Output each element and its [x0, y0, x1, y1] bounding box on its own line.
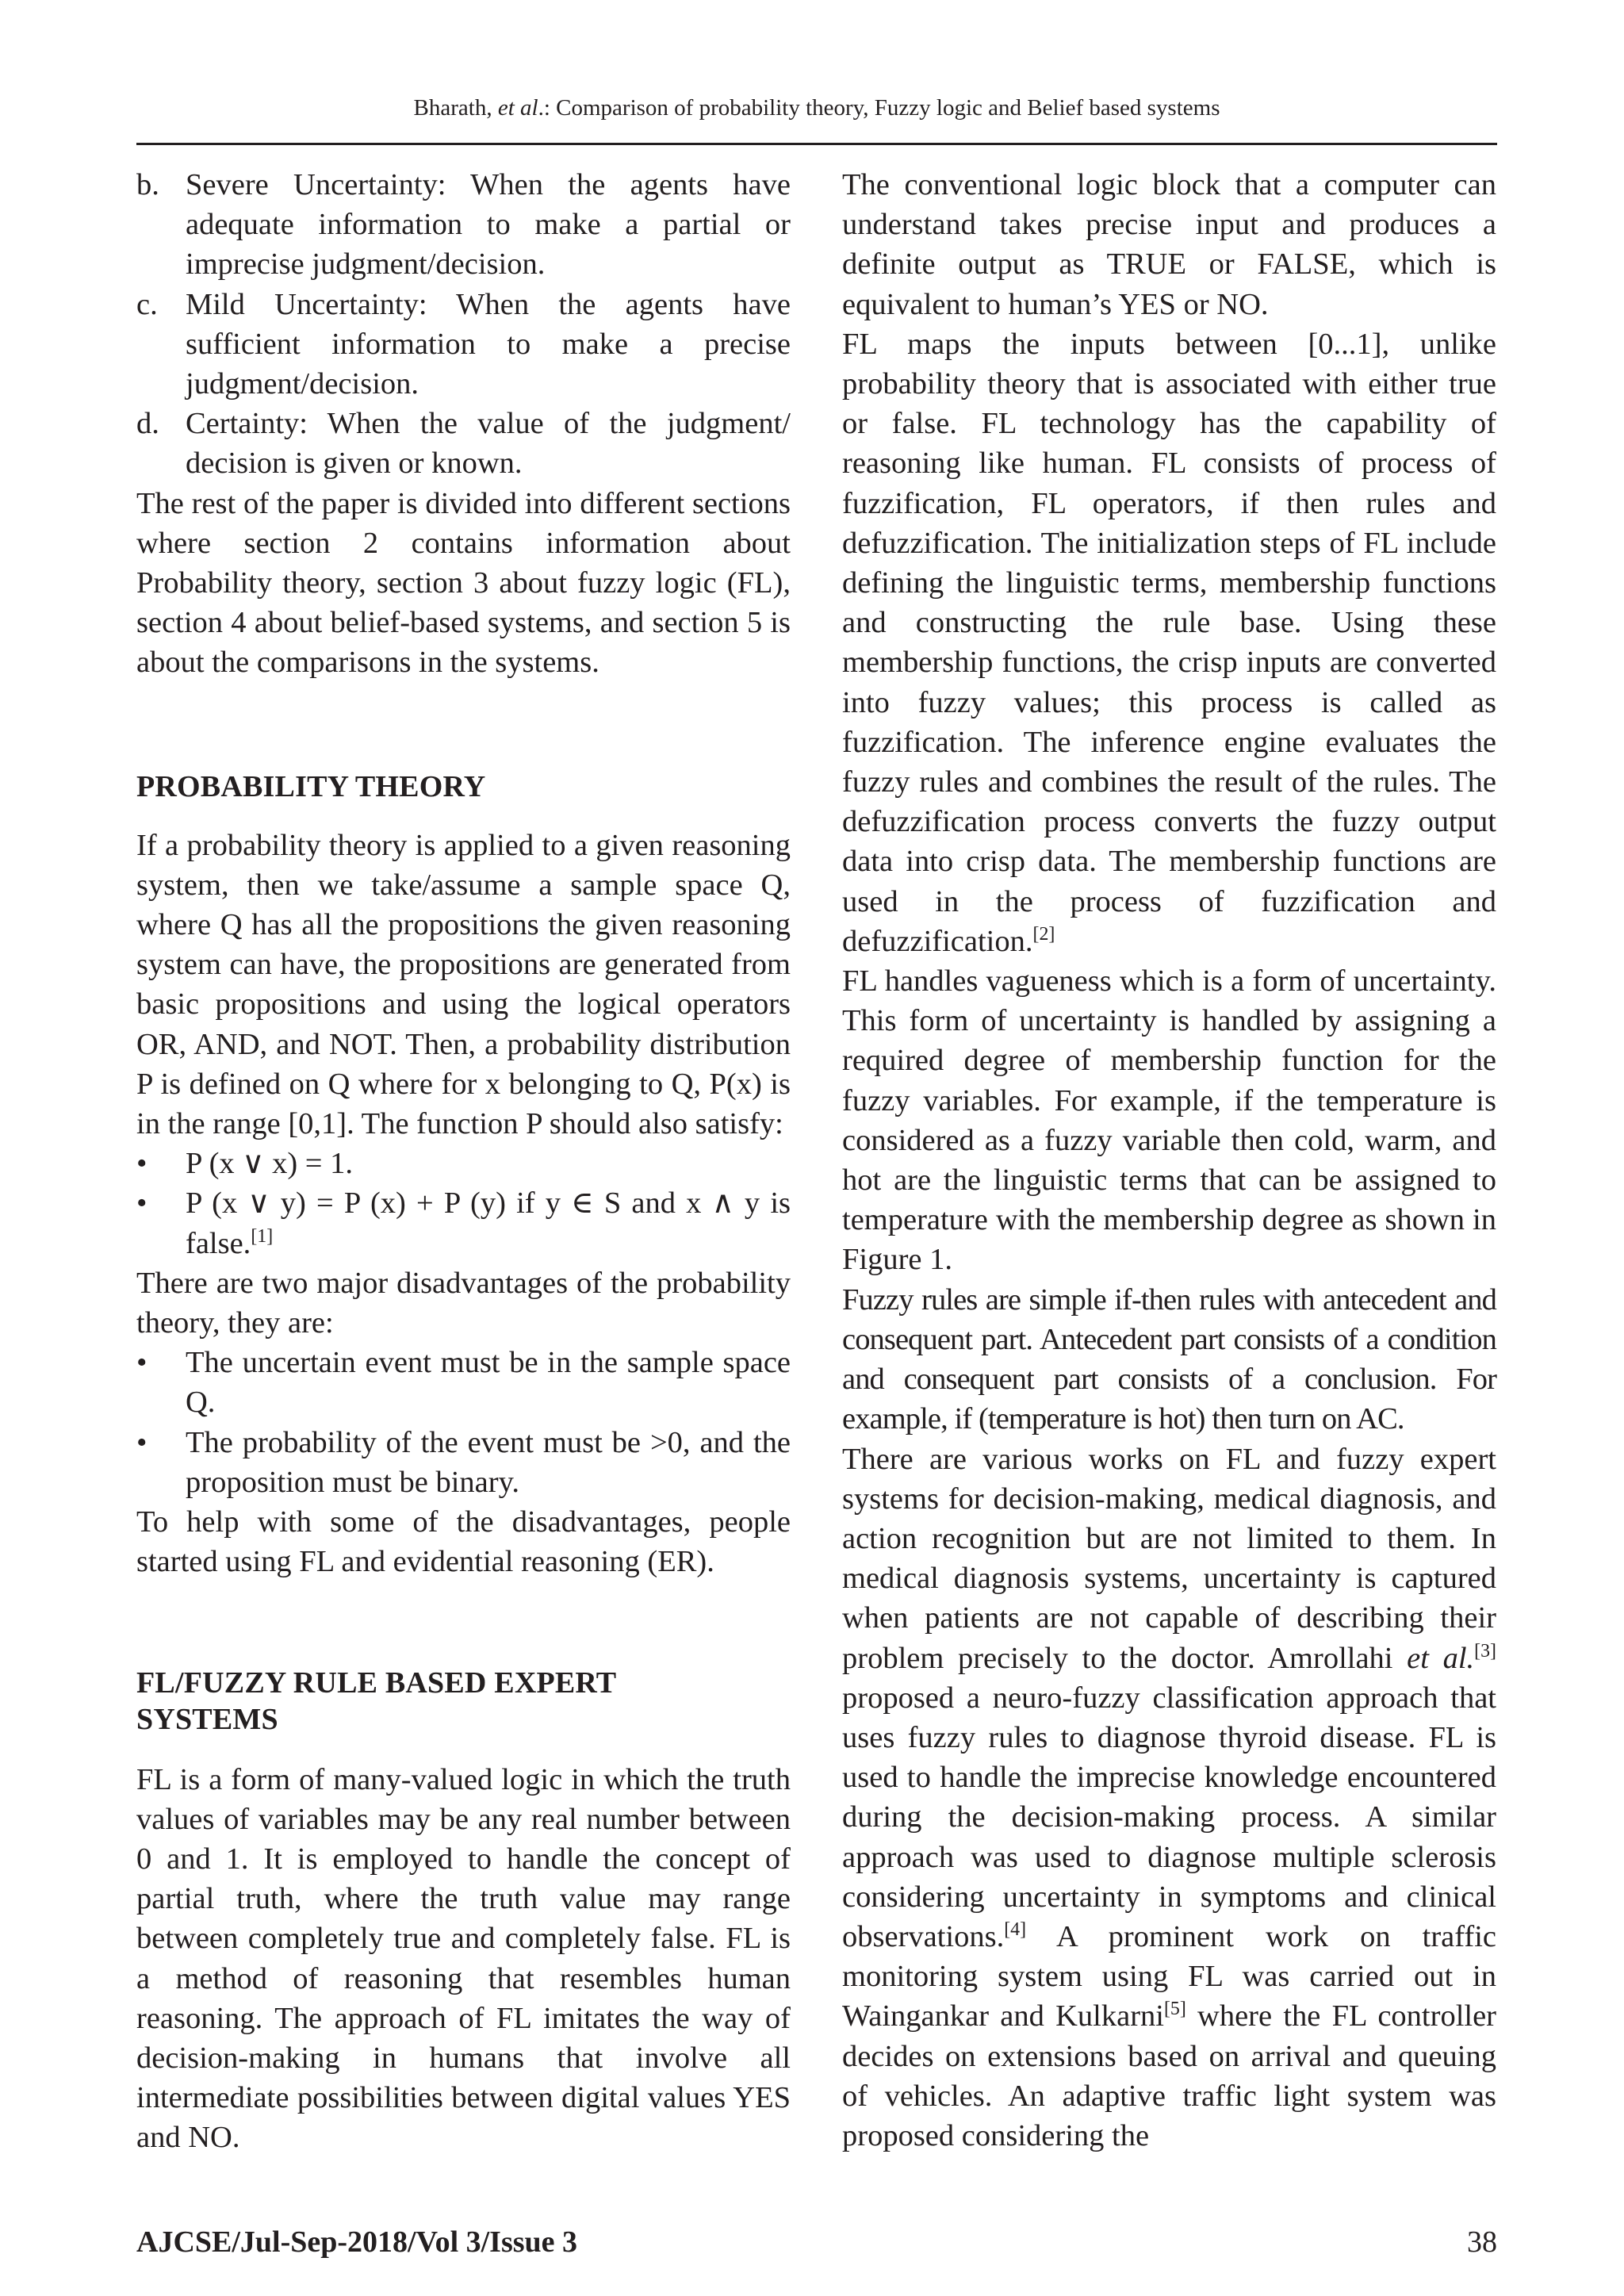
list-item — [136, 404, 791, 483]
list-item — [136, 285, 791, 404]
left-column — [136, 165, 791, 2158]
section-heading-fuzzy-logic: FL/FUZZY RULE BASED EXPERT SYSTEMS — [136, 1665, 616, 1736]
running-head-title: .: Comparison of probability theory, Fuzzy logic and Belief based systems — [538, 95, 1220, 121]
bullet-icon: • — [136, 1346, 147, 1380]
fl-mapping-paragraph — [842, 324, 1496, 961]
list-item-text: Severe Uncertainty: When the agents have adequate information to make a partial or imprecise judgment/decision. — [186, 168, 791, 282]
section-heading-probability: PROBABILITY THEORY — [136, 769, 486, 803]
right-column — [842, 165, 1496, 2156]
probability-conditions-list — [136, 1144, 791, 1263]
list-item-text: The uncertain event must be in the sample space Q. — [186, 1346, 791, 1420]
list-marker: d. — [136, 407, 159, 441]
disadvantages-list — [136, 1343, 791, 1502]
list-item-text: Mild Uncertainty: When the agents have sufficient information to make a precise judgment/decision. — [186, 287, 791, 401]
list-marker: c. — [136, 287, 158, 321]
bullet-icon: • — [136, 1425, 147, 1459]
list-item — [136, 1183, 791, 1263]
list-item — [136, 1423, 791, 1502]
paragraph-text: FL maps the inputs between [0...1], unlike probability theory that is associated with either true or false. FL technology has the capability of reasoning like human. FL consists of process of fuzzification, FL operators, if then rules and defuzzification. The initialization steps of FL include defining the linguistic terms, membership functions and constructing the rule base. Using these membership functions, the crisp inputs are converted into fuzzy values; this process is called as fuzzification. The inference engine evaluates the fuzzy rules and combines the result of the rules. The defuzzification process converts the fuzzy output data into crisp data. The membership functions are used in the process of fuzzification and defuzzification. — [842, 327, 1496, 958]
vagueness-paragraph: FL handles vagueness which is a form of uncertainty. This form of uncertainty is handled by assigning a required degree of membership function for the fuzzy variables. For example, if the temperature is considered as a fuzzy variable then cold, warm, and hot are the linguistic terms that can be assigned to temperature with the membership degree as shown in Figure 1. — [842, 964, 1496, 1277]
list-item — [136, 1343, 791, 1422]
running-head-etal: et al — [497, 95, 538, 121]
paper-outline-paragraph: The rest of the paper is divided into different sections where section 2 contains information about Probability theory, section 3 about fuzzy logic (FL), section 4 about belief-based systems, and section 5 is about the comparisons in the systems. — [136, 486, 791, 680]
disadvantages-intro: There are two major disadvantages of the probability theory, they are: — [136, 1266, 791, 1340]
citation-ref: [5] — [1163, 1999, 1186, 2020]
list-marker: b. — [136, 168, 159, 201]
running-head-authors: Bharath, — [413, 95, 492, 121]
help-paragraph: To help with some of the disadvantages, people started using FL and evidential reasoning (ER). — [136, 1505, 791, 1579]
header-rule — [136, 143, 1497, 145]
page-number: 38 — [1467, 2225, 1497, 2259]
bullet-icon: • — [136, 1147, 147, 1181]
fuzzy-rules-paragraph: Fuzzy rules are simple if-then rules with antecedent and consequent part. Antecedent part consists of a condition and consequent part consists of a conclusion. For example, if (temperature is hot) then turn on AC. — [842, 1282, 1496, 1436]
citation-ref: [4] — [1004, 1919, 1027, 1941]
list-item — [136, 1144, 791, 1183]
uncertainty-list — [136, 165, 791, 484]
bullet-icon: • — [136, 1186, 147, 1221]
probability-paragraph: If a probability theory is applied to a given reasoning system, then we take/assume a sample space Q, where Q has all the propositions the given reasoning system can have, the propositions are generated from basic propositions and using the logical operators OR, AND, and NOT. Then, a probability distribution P is defined on Q where for x belonging to Q, P(x) is in the range [0,1]. The function P should also satisfy: — [136, 828, 791, 1141]
citation-ref: [2] — [1032, 924, 1055, 945]
paragraph-text: proposed a neuro-fuzzy classification approach that uses fuzzy rules to diagnose thyroid disease. FL is used to handle the imprecise knowledge encountered during the decision-making process. A similar approach was used to diagnose multiple sclerosis considering uncertainty in symptoms and clinical observations. — [842, 1681, 1496, 1953]
list-item-text: The probability of the event must be >0, and the proposition must be binary. — [186, 1425, 791, 1499]
list-item — [136, 165, 791, 285]
running-head — [136, 94, 1497, 122]
list-item-text: P (x ∨ x) = 1. — [186, 1147, 354, 1181]
etal-text: et al. — [1407, 1641, 1475, 1675]
fuzzy-logic-paragraph: FL is a form of many-valued logic in which the truth values of variables may be any real number between 0 and 1. It is employed to handle the concept of partial truth, where the truth value may range between completely true and completely false. FL is a method of reasoning that resembles human reasoning. The approach of FL imitates the way of decision-making in humans that involve all intermediate possibilities between digital values YES and NO. — [136, 1762, 791, 2155]
footer-journal: AJCSE/Jul-Sep-2018/Vol 3/Issue 3 — [136, 2225, 578, 2259]
paragraph-text: where the FL controller decides on extensions based on arrival and queuing of vehicles. An adaptive traffic light system was proposed considering the — [842, 1999, 1496, 2152]
citation-ref: [1] — [251, 1225, 274, 1247]
conventional-logic-paragraph: The conventional logic block that a computer can understand takes precise input and produces a definite output as TRUE or FALSE, which is equivalent to human’s YES or NO. — [842, 168, 1496, 321]
citation-ref: [3] — [1474, 1640, 1496, 1662]
list-item-text: Certainty: When the value of the judgment/ decision is given or known. — [186, 407, 791, 481]
list-item-text: P (x ∨ y) = P (x) + P (y) if y ∈ S and x ∧ y is false. — [186, 1186, 791, 1260]
related-works-paragraph — [842, 1439, 1496, 2156]
paragraph-text: There are various works on FL and fuzzy expert systems for decision-making, medical diagnosis, and action recognition but are not limited to them. In medical diagnosis systems, uncertainty is captured when patients are not capable of describing their problem precisely to the doctor. Amrollahi — [842, 1442, 1496, 1675]
paragraph-text: A prominent work on traffic monitoring system using FL was carried out in Waingankar and Kulkarni — [842, 1919, 1496, 2033]
